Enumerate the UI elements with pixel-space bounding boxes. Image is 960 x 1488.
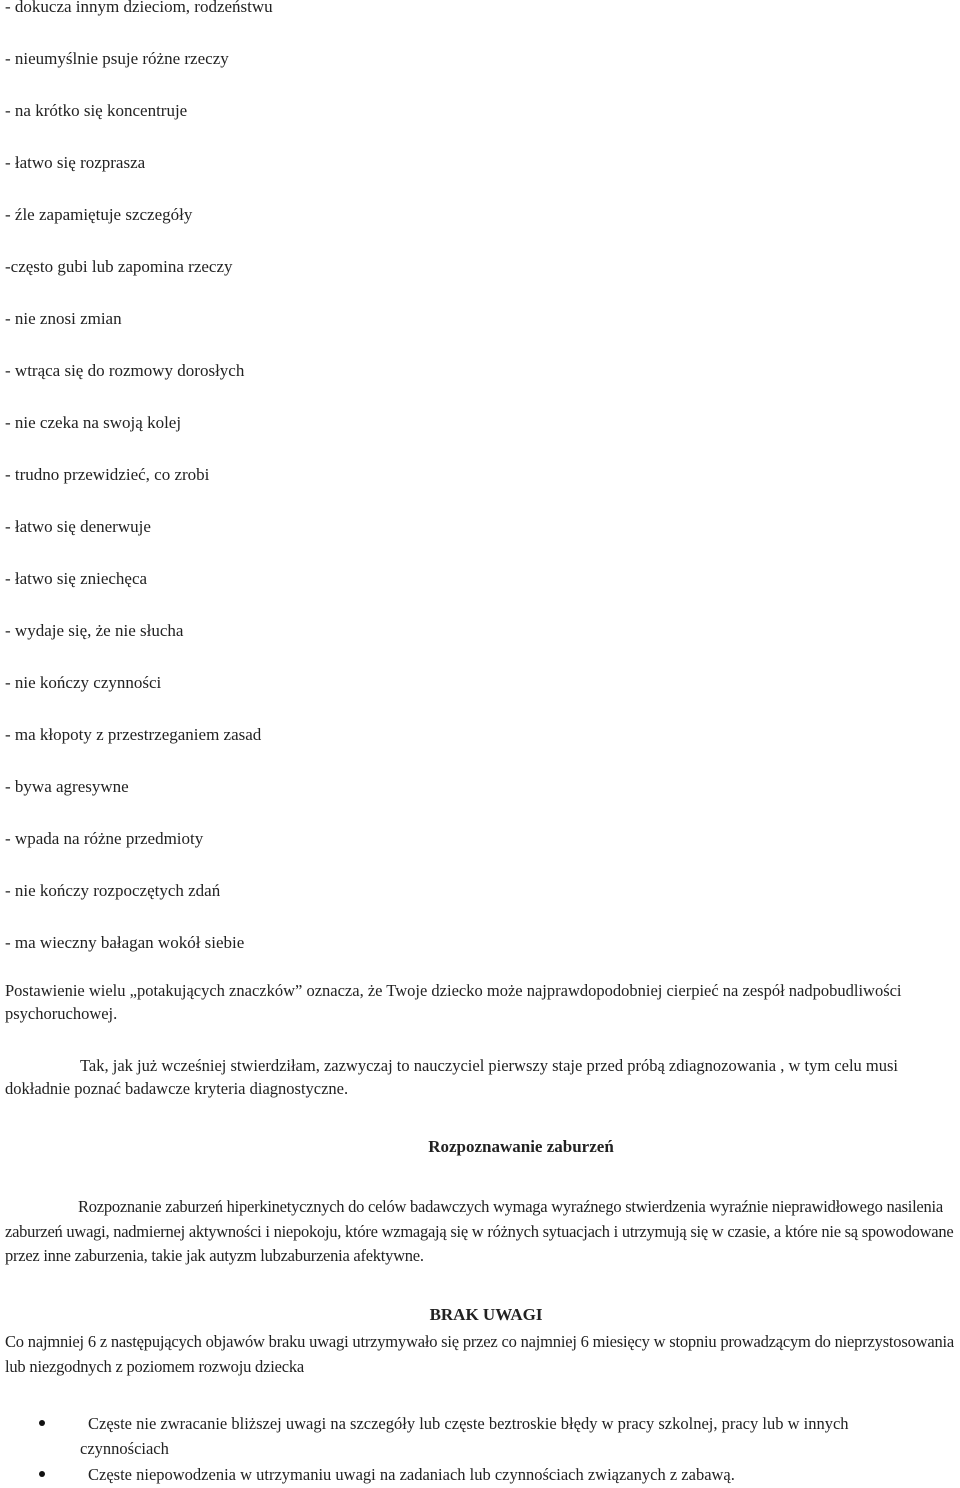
recognition-heading: Rozpoznawanie zaburzeń xyxy=(428,1137,614,1156)
symptom-item: - łatwo się zniechęca xyxy=(5,569,148,588)
symptom-item: - nie kończy czynności xyxy=(5,673,162,692)
recognition-paragraph: Rozpoznanie zaburzeń hiperkinetycznych do celów badawczych wymaga wyraźnego stwierdzenia wyraźnie nieprawidłowego nasilenia zaburzeń uwagi, nadmiernej aktywności i niepokoju, które wzmagają się w różnych sytuacjach i utrzymują się w czasie, a które nie są spowodowane przez inne zaburzenia, takie jak autyzm lubzaburzenia afektywne. xyxy=(5,1197,954,1265)
list-item xyxy=(0,1411,960,1461)
symptom-item: - ma kłopoty z przestrzeganiem zasad xyxy=(5,725,262,744)
criterion-text: Częste nie zwracanie bliższej uwagi na szczegóły lub częste beztroskie błędy w pracy szkolnej, pracy lub w innych czynnościach xyxy=(80,1414,849,1458)
symptom-item: - nieumyślnie psuje różne rzeczy xyxy=(5,49,229,68)
symptom-item: - łatwo się denerwuje xyxy=(5,517,151,536)
conclusion-paragraph: Postawienie wielu „potakujących znaczków” oznacza, że Twoje dziecko może najprawdopodobniej cierpieć na zespół nadpobudliwości psychoruchowej. xyxy=(5,981,902,1023)
symptom-list xyxy=(5,0,273,983)
criterion-text: Częste niepowodzenia w utrzymaniu uwagi na zadaniach lub czynnościach związanych z zabawą. xyxy=(88,1465,735,1484)
symptom-item: - na krótko się koncentruje xyxy=(5,101,188,120)
symptom-item: -często gubi lub zapomina rzeczy xyxy=(5,257,233,276)
bullet-icon xyxy=(39,1420,45,1426)
symptom-item: - ma wieczny bałagan wokół siebie xyxy=(5,933,245,952)
symptom-item: - bywa agresywne xyxy=(5,777,129,796)
symptom-item: - dokucza innym dzieciom, rodzeństwu xyxy=(5,0,273,16)
symptom-item: - łatwo się rozprasza xyxy=(5,153,146,172)
symptom-item: - źle zapamiętuje szczegóły xyxy=(5,205,193,224)
symptom-item: - nie znosi zmian xyxy=(5,309,122,328)
list-item xyxy=(0,1462,960,1487)
symptom-item: - wpada na różne przedmioty xyxy=(5,829,204,848)
symptom-item: - nie czeka na swoją kolej xyxy=(5,413,182,432)
attention-heading: BRAK UWAGI xyxy=(429,1305,543,1324)
symptom-item: - nie kończy rozpoczętych zdań xyxy=(5,881,221,900)
attention-criteria-list xyxy=(0,1411,960,1488)
attention-paragraph: Co najmniej 6 z następujących objawów braku uwagi utrzymywało się przez co najmniej 6 miesięcy w stopniu prowadzącym do nieprzystosowania lub niezgodnych z poziomem rozwoju dziecka xyxy=(5,1332,955,1376)
symptom-item: - wydaje się, że nie słucha xyxy=(5,621,184,640)
symptom-item: - wtrąca się do rozmowy dorosłych xyxy=(5,361,245,380)
bullet-icon xyxy=(39,1471,45,1477)
symptom-item: - trudno przewidzieć, co zrobi xyxy=(5,465,210,484)
teacher-paragraph: Tak, jak już wcześniej stwierdziłam, zazwyczaj to nauczyciel pierwszy staje przed próbą zdiagnozowania , w tym celu musi dokładnie poznać badawcze kryteria diagnostyczne. xyxy=(5,1056,899,1098)
